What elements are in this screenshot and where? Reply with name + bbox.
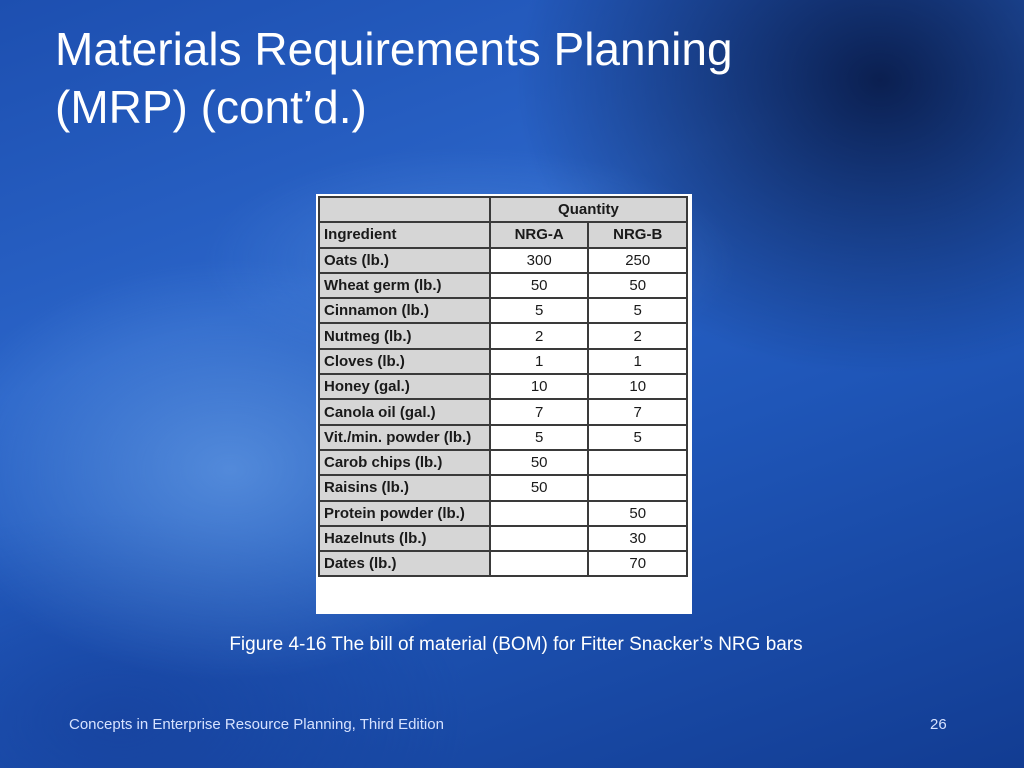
ingredient-cell: Oats (lb.) [319,248,490,273]
nrg-b-cell: 30 [588,526,687,551]
nrg-b-cell: 7 [588,399,687,424]
nrg-a-cell [490,501,589,526]
ingredient-cell: Canola oil (gal.) [319,399,490,424]
ingredient-cell: Cinnamon (lb.) [319,298,490,323]
nrg-a-cell: 7 [490,399,589,424]
nrg-b-cell: 10 [588,374,687,399]
table-row [319,399,687,424]
figure-caption: Figure 4-16 The bill of material (BOM) for Fitter Snacker’s NRG bars [229,634,803,655]
nrg-b-cell: 1 [588,349,687,374]
nrg-a-cell: 50 [490,273,589,298]
slide-title-line-2: (MRP) (cont’d.) [55,81,367,133]
nrg-b-cell: 50 [588,501,687,526]
table-row [319,475,687,500]
header-blank [319,197,490,222]
ingredient-cell: Raisins (lb.) [319,475,490,500]
nrg-a-cell: 50 [490,475,589,500]
ingredient-cell: Dates (lb.) [319,551,490,576]
table-row [319,501,687,526]
nrg-b-cell: 70 [588,551,687,576]
table-row [319,374,687,399]
table-row [319,526,687,551]
table-row [319,349,687,374]
nrg-b-cell: 2 [588,323,687,348]
table-row [319,273,687,298]
ingredient-cell: Hazelnuts (lb.) [319,526,490,551]
ingredient-cell: Wheat germ (lb.) [319,273,490,298]
nrg-b-cell [588,450,687,475]
nrg-a-cell: 5 [490,425,589,450]
nrg-b-header: NRG-B [588,222,687,247]
ingredient-cell: Nutmeg (lb.) [319,323,490,348]
nrg-b-cell: 5 [588,425,687,450]
table-row [319,323,687,348]
nrg-a-cell: 50 [490,450,589,475]
nrg-b-cell [588,475,687,500]
nrg-b-cell: 250 [588,248,687,273]
nrg-a-cell: 2 [490,323,589,348]
ingredient-cell: Carob chips (lb.) [319,450,490,475]
ingredient-cell: Honey (gal.) [319,374,490,399]
bom-table-body [319,248,687,577]
bom-figure [316,194,692,614]
table-row [319,298,687,323]
ingredient-header: Ingredient [319,222,490,247]
table-row [319,425,687,450]
slide-title [55,20,955,136]
table-row [319,450,687,475]
nrg-a-header: NRG-A [490,222,589,247]
page-number: 26 [930,716,947,733]
footer-text: Concepts in Enterprise Resource Planning, Third Edition [69,716,444,733]
table-header-row [319,222,687,247]
nrg-b-cell: 50 [588,273,687,298]
table-row [319,551,687,576]
nrg-a-cell: 300 [490,248,589,273]
quantity-header: Quantity [490,197,687,222]
bom-table [318,196,688,577]
nrg-a-cell [490,526,589,551]
slide-title-line-1: Materials Requirements Planning [55,23,733,75]
ingredient-cell: Vit./min. powder (lb.) [319,425,490,450]
table-row [319,248,687,273]
nrg-a-cell: 5 [490,298,589,323]
ingredient-cell: Protein powder (lb.) [319,501,490,526]
nrg-b-cell: 5 [588,298,687,323]
nrg-a-cell: 1 [490,349,589,374]
table-header-row-top [319,197,687,222]
nrg-a-cell [490,551,589,576]
nrg-a-cell: 10 [490,374,589,399]
ingredient-cell: Cloves (lb.) [319,349,490,374]
